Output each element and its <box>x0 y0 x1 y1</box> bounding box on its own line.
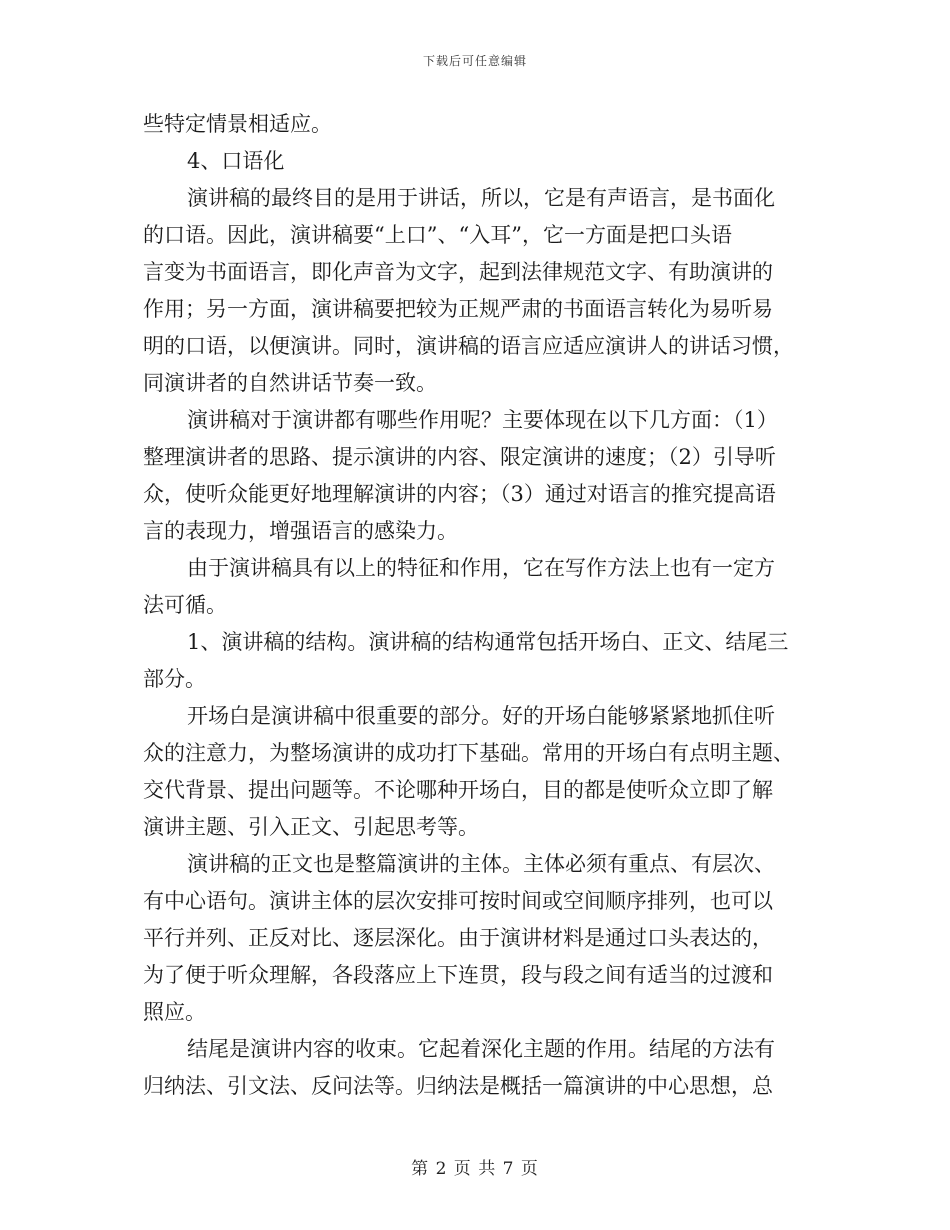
paragraph-start: 开场白是演讲稿中很重要的部分。好的开场白能够紧紧地抓住听 <box>187 704 775 728</box>
body-line: 部分。 <box>143 667 206 691</box>
paragraph-start: 演讲稿的正文也是整篇演讲的主体。主体必须有重点、有层次、 <box>187 852 775 876</box>
body-line: 法可循。 <box>143 593 227 617</box>
body-line: 言的表现力，增强语言的感染力。 <box>143 519 458 543</box>
body-line: 照应。 <box>143 1000 206 1024</box>
body-line: 些特定情景相适应。 <box>143 112 332 136</box>
body-line: 众的注意力，为整场演讲的成功打下基础。常用的开场白有点明主题、 <box>143 741 794 765</box>
body-line: 的口语。因此，演讲稿要“上口”、“入耳”，它一方面是把口头语 <box>143 223 732 247</box>
paragraph-start: 1、演讲稿的结构。演讲稿的结构通常包括开场白、正文、结尾三 <box>187 630 789 654</box>
section-heading: 4、口语化 <box>187 149 285 173</box>
body-line: 演讲主题、引入正文、引起思考等。 <box>143 815 479 839</box>
body-line: 整理演讲者的思路、提示演讲的内容、限定演讲的速度；（2）引导听 <box>143 445 776 469</box>
body-line: 言变为书面语言，即化声音为文字，起到法律规范文字、有助演讲的 <box>143 260 773 284</box>
paragraph-start: 结尾是演讲内容的收束。它起着深化主题的作用。结尾的方法有 <box>187 1037 775 1061</box>
body-line: 平行并列、正反对比、逐层深化。由于演讲材料是通过口头表达的， <box>143 926 773 950</box>
paragraph-start: 演讲稿对于演讲都有哪些作用呢？主要体现在以下几方面：（1） <box>187 408 778 432</box>
body-line: 为了便于听众理解，各段落应上下连贯，段与段之间有适当的过渡和 <box>143 963 773 987</box>
document-body <box>143 106 815 1105</box>
page-header: 下载后可任意编辑 <box>422 54 527 68</box>
body-line: 作用；另一方面，演讲稿要把较为正规严肃的书面语言转化为易听易 <box>143 297 773 321</box>
body-line: 有中心语句。演讲主体的层次安排可按时间或空间顺序排列，也可以 <box>143 889 773 913</box>
body-line: 众，使听众能更好地理解演讲的内容；（3）通过对语言的推究提高语 <box>143 482 776 506</box>
body-line: 交代背景、提出问题等。不论哪种开场白，目的都是使听众立即了解 <box>143 778 773 802</box>
page-number-footer: 第 2 页 共 7 页 <box>411 1159 539 1179</box>
body-line: 归纳法、引文法、反问法等。归纳法是概括一篇演讲的中心思想，总 <box>143 1074 773 1098</box>
body-line: 明的口语，以便演讲。同时，演讲稿的语言应适应演讲人的讲话习惯， <box>143 334 794 358</box>
paragraph-start: 由于演讲稿具有以上的特征和作用，它在写作方法上也有一定方 <box>187 556 775 580</box>
paragraph-start: 演讲稿的最终目的是用于讲话，所以，它是有声语言，是书面化 <box>187 186 775 210</box>
body-line: 同演讲者的自然讲话节奏一致。 <box>143 371 437 395</box>
